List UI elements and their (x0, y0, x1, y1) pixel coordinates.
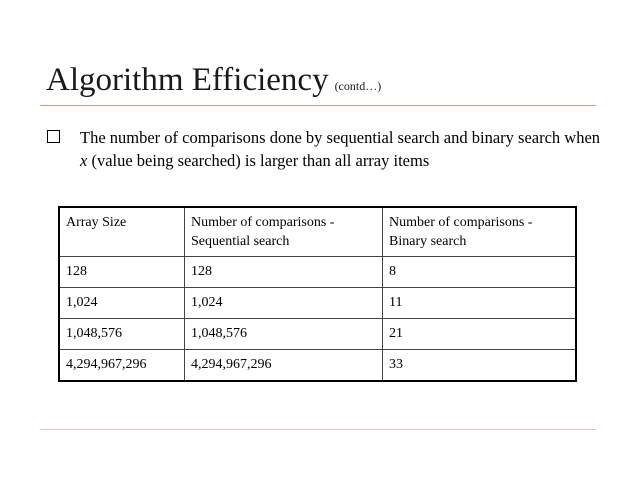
title-divider (40, 105, 596, 106)
table-header-row (59, 207, 576, 257)
header-cell-array-size: Array Size (59, 207, 185, 257)
table-row (59, 319, 576, 350)
table-cell: 1,024 (59, 288, 185, 319)
header-cell-sequential: Number of comparisons - Sequential search (185, 207, 383, 257)
table-cell: 128 (185, 257, 383, 288)
slide-title: Algorithm Efficiency (46, 62, 329, 98)
bullet-text (80, 126, 605, 172)
comparison-table (58, 206, 577, 382)
footer-divider (40, 429, 596, 430)
square-bullet-icon (47, 130, 60, 143)
slide-title-suffix: (contd…) (334, 79, 382, 93)
bullet-variable: x (80, 151, 88, 170)
table-cell: 4,294,967,296 (59, 350, 185, 382)
table-cell: 11 (383, 288, 577, 319)
table-row (59, 257, 576, 288)
table-cell: 8 (383, 257, 577, 288)
table-cell: 128 (59, 257, 185, 288)
table-cell: 1,048,576 (185, 319, 383, 350)
table-row (59, 288, 576, 319)
header-cell-binary: Number of comparisons - Binary search (383, 207, 577, 257)
bullet-text-part2: (value being searched) is larger than all array items (87, 151, 430, 170)
table-cell: 1,048,576 (59, 319, 185, 350)
table-cell: 21 (383, 319, 577, 350)
table-cell: 33 (383, 350, 577, 382)
table-cell: 1,024 (185, 288, 383, 319)
table-row (59, 350, 576, 382)
slide-title-row (46, 62, 381, 99)
bullet-text-part1: The number of comparisons done by sequential search and binary search when (80, 128, 601, 147)
table-cell: 4,294,967,296 (185, 350, 383, 382)
